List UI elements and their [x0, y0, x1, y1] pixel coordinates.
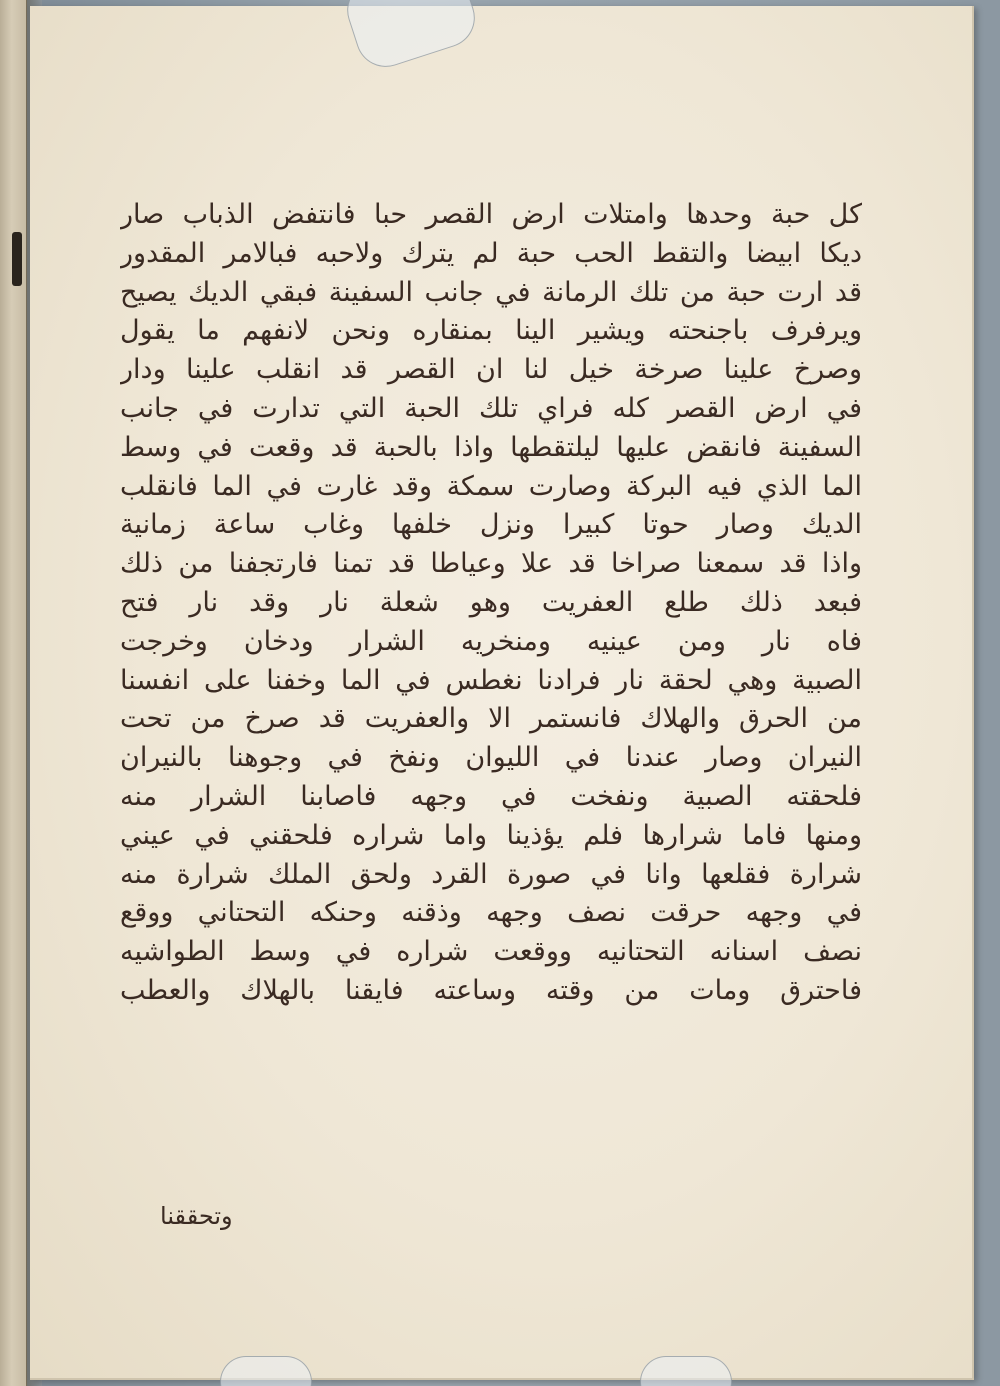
text-line-11: فبعد ذلك طلع العفريت وهو شعلة نار وقد نار فتح	[120, 586, 862, 618]
facing-page-edge	[0, 0, 27, 1386]
text-line-6: في ارض القصر كله فراي تلك الحبة التي تدارت في جانب	[120, 392, 862, 424]
text-line-15: النيران وصار عندنا في الليوان ونفخ في وجوهنا بالنيران	[120, 742, 862, 774]
text-line-9: الديك وصار حوتا كبيرا ونزل خلفها وغاب ساعة زمانية	[120, 509, 862, 541]
text-line-17: ومنها فاما شرارها فلم يؤذينا واما شراره فلحقني في عيني	[120, 819, 862, 851]
text-line-21: فاحترق ومات من وقته وساعته فايقنا بالهلاك والعطب	[120, 974, 862, 1006]
text-line-19: في وجهه حرقت نصف وجهه وذقنه وحنكه التحتاني ووقع	[120, 897, 862, 929]
text-line-1: كل حبة وحدها وامتلات ارض القصر حبا فانتفض الذباب صار	[120, 199, 862, 230]
glass-clip-bottom-left	[220, 1356, 312, 1386]
manuscript-text-block	[120, 196, 862, 1011]
text-line-8: الما الذي فيه البركة وصارت سمكة وقد غارت في الما فانقلب	[120, 470, 862, 502]
text-line-14: من الحرق والهلاك فانستمر الا والعفريت قد صرخ من تحت	[120, 703, 862, 735]
text-line-2: ديكا ابيضا والتقط الحب حبة لم يترك ولاحبه فبالامر المقدور	[120, 237, 862, 269]
text-line-3: قد ارت حبة من تلك الرمانة في جانب السفينة فبقي الديك يصيح	[120, 276, 862, 308]
binding-tab	[12, 232, 22, 286]
text-line-7: السفينة فانقض عليها ليلتقطها واذا بالحبة قد وقعت في وسط	[120, 431, 862, 463]
text-line-13: الصبية وهي لحقة نار فرادنا نغطس في الما وخفنا على انفسنا	[120, 664, 862, 696]
text-line-4: ويرفرف باجنحته ويشير الينا بمنقاره ونحن لانفهم ما يقول	[120, 315, 862, 347]
glass-clip-bottom-right	[640, 1356, 732, 1386]
text-line-10: واذا قد سمعنا صراخا قد علا وعياطا قد تمنا فارتجفنا من ذلك	[120, 548, 862, 580]
text-line-12: فاه نار ومن عينيه ومنخريه الشرار ودخان وخرجت	[120, 625, 862, 657]
catchword: وتحققنا	[160, 1202, 233, 1230]
text-line-5: وصرخ علينا صرخة خيل لنا ان القصر قد انقلب علينا ودار	[120, 354, 862, 386]
text-line-18: شرارة فقلعها وانا في صورة القرد ولحق الملك شرارة منه	[120, 858, 862, 890]
text-line-20: نصف اسنانه التحتانيه ووقعت شراره في وسط الطواشيه	[120, 936, 862, 968]
text-line-16: فلحقته الصبية ونفخت في وجهه فاصابنا الشرار منه	[120, 780, 862, 812]
